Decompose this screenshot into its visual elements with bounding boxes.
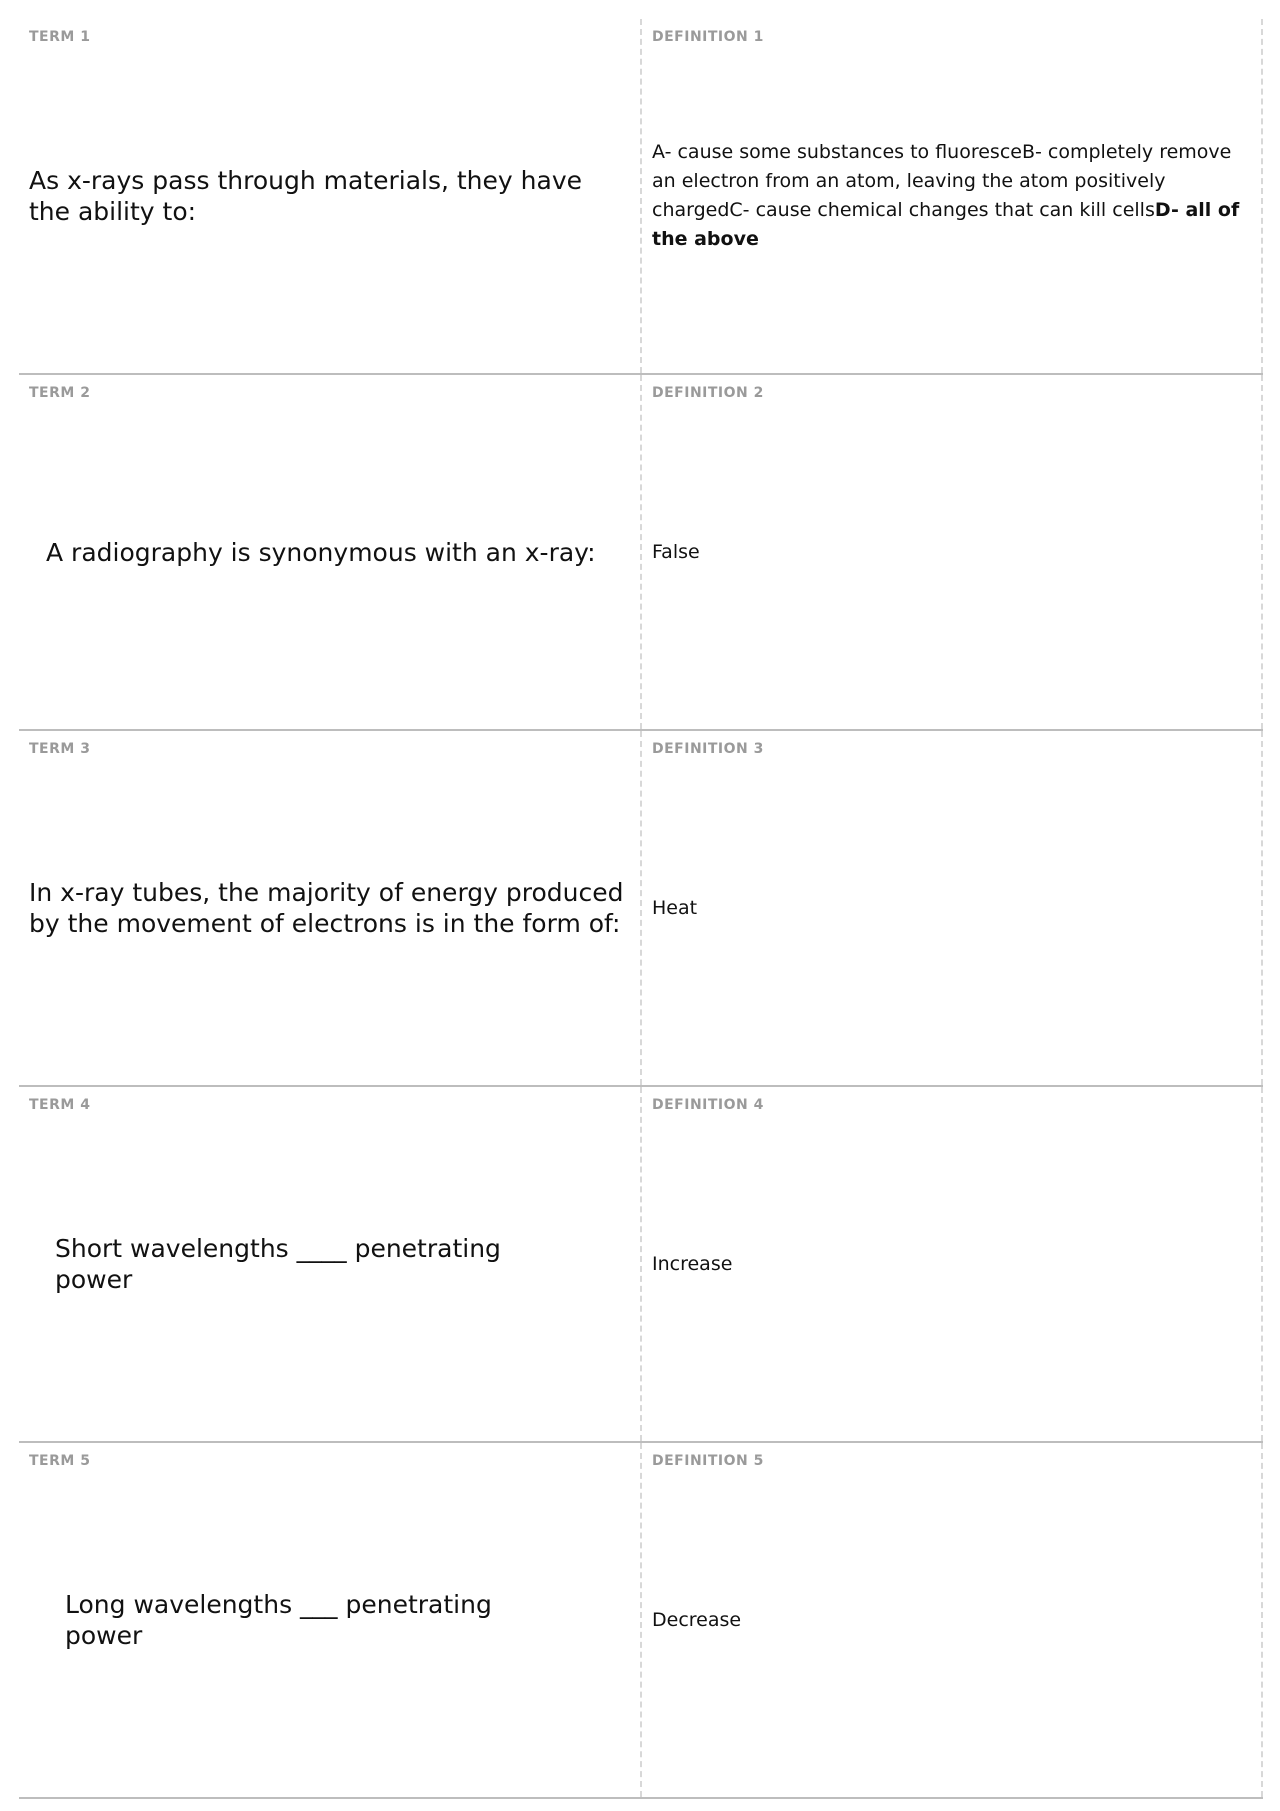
term-cell-4 xyxy=(19,1087,642,1441)
flashcard-row-2 xyxy=(19,375,1263,731)
definition-text-5 xyxy=(642,1606,753,1635)
definition-text-4 xyxy=(642,1250,744,1279)
definition-text-2 xyxy=(642,538,712,567)
definition-text-1-bold: D- all of the above xyxy=(652,199,1240,250)
definition-text-4-plain: Increase xyxy=(652,1252,733,1275)
term-text-3: In x-ray tubes, the majority of energy produced by the movement of electrons is in the form of: xyxy=(29,878,624,938)
term-label-1: TERM 1 xyxy=(29,29,91,45)
definition-label-3: DEFINITION 3 xyxy=(652,741,764,757)
definition-label-2: DEFINITION 2 xyxy=(652,385,764,401)
term-text-1: As x-rays pass through materials, they have the ability to: xyxy=(29,166,582,226)
term-cell-3 xyxy=(19,731,642,1085)
definition-cell-2 xyxy=(642,375,1263,729)
definition-cell-5 xyxy=(642,1443,1263,1797)
term-cell-5 xyxy=(19,1443,642,1797)
flashcard-row-5 xyxy=(19,1443,1263,1799)
definition-cell-4 xyxy=(642,1087,1263,1441)
flashcard-row-3 xyxy=(19,731,1263,1087)
definition-text-5-plain: Decrease xyxy=(652,1608,742,1631)
term-label-4: TERM 4 xyxy=(29,1097,91,1113)
definition-cell-3 xyxy=(642,731,1263,1085)
term-label-3: TERM 3 xyxy=(29,741,91,757)
term-label-5: TERM 5 xyxy=(29,1453,91,1469)
definition-cell-1 xyxy=(642,19,1263,373)
flashcard-row-1 xyxy=(19,19,1263,375)
definition-text-2-plain: False xyxy=(652,540,700,563)
definition-text-3-plain: Heat xyxy=(652,896,698,919)
term-cell-2 xyxy=(19,375,642,729)
term-text-5: Long wavelengths ___ penetrating power xyxy=(65,1590,492,1650)
definition-label-4: DEFINITION 4 xyxy=(652,1097,764,1113)
flashcard-sheet xyxy=(19,19,1263,1799)
term-text-4: Short wavelengths ____ penetrating power xyxy=(55,1234,501,1294)
term-text-2: A radiography is synonymous with an x-ray: xyxy=(46,537,596,567)
definition-label-5: DEFINITION 5 xyxy=(652,1453,764,1469)
definition-label-1: DEFINITION 1 xyxy=(652,29,764,45)
definition-text-1-plain: A- cause some substances to fluoresceB- completely remove an electron from an atom, leaving the atom positively chargedC- cause chemical changes that can kill cells xyxy=(652,141,1232,221)
term-label-2: TERM 2 xyxy=(29,385,91,401)
term-cell-1 xyxy=(19,19,642,373)
definition-text-1 xyxy=(642,138,1261,254)
definition-text-3 xyxy=(642,894,709,923)
flashcard-row-4 xyxy=(19,1087,1263,1443)
